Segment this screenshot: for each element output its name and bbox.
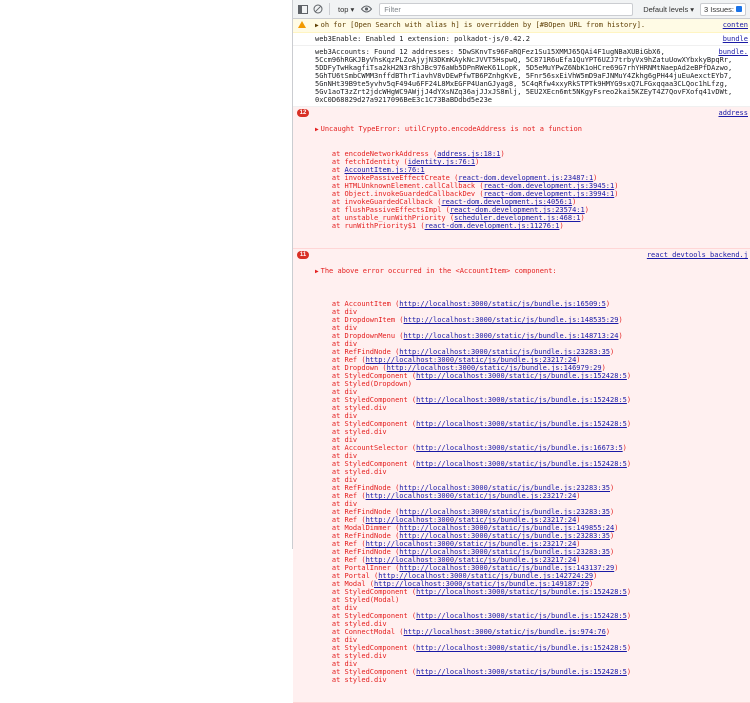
log-message <box>293 33 750 46</box>
stack-frame-function: at DropdownItem ( <box>315 316 404 324</box>
stack-frame-tail: ) <box>610 548 615 556</box>
stack-frame-function: at AccountItem ( <box>315 300 400 308</box>
stack-frame-function: at Modal ( <box>315 580 375 588</box>
stack-frame-function: at RefFindNode ( <box>315 484 400 492</box>
stack-frame-link[interactable]: http://localhost:3000/static/js/bundle.js:16509:5 <box>399 300 606 308</box>
stack-frame <box>315 524 750 532</box>
stack-frame <box>315 460 750 468</box>
stack-frame <box>315 508 750 516</box>
stack-frame-function: at RefFindNode ( <box>315 348 400 356</box>
stack-frame-function: at styled.div <box>315 620 387 628</box>
log-line: 5DDFyTwHkagfiTsa2kH2N3r8hJBc976aWb5DPnRWeK61LopK, 5D5eMuYPwZ6NbK1oHCre69G7rhYHRNMtNaepAd2eBPfDAzwo, <box>315 64 733 72</box>
stack-frame-link[interactable]: http://localhost:3000/static/js/bundle.js:149187:29 <box>374 580 589 588</box>
chevron-down-icon: ▾ <box>690 4 694 14</box>
stack-frame-function: at div <box>315 308 358 316</box>
stack-frame-link[interactable]: http://localhost:3000/static/js/bundle.js:23283:35 <box>399 348 611 356</box>
stack-frame-tail: ) <box>605 628 611 636</box>
stack-frame-link[interactable]: http://localhost:3000/static/js/bundle.js:152428:5 <box>416 612 627 620</box>
error-count-badge: 12 <box>297 109 309 117</box>
toolbar-divider <box>329 3 330 15</box>
filter-placeholder: Filter <box>384 4 401 14</box>
stack-frame <box>315 516 750 524</box>
stack-frame-link[interactable]: http://localhost:3000/static/js/bundle.js:152428:5 <box>416 396 627 404</box>
stack-frame-function: at div <box>315 660 358 668</box>
stack-frame <box>315 388 750 396</box>
stack-frame-link[interactable]: http://localhost:3000/static/js/bundle.js:23217:24 <box>365 516 577 524</box>
stack-frame <box>315 158 750 166</box>
stack-frame-link[interactable]: http://localhost:3000/static/js/bundle.js:23283:35 <box>399 508 611 516</box>
stack-frame-tail: ) <box>500 150 505 158</box>
stack-frame-tail: ) <box>576 556 581 564</box>
stack-frame-function: at invokePassiveEffectCreate ( <box>315 174 459 182</box>
stack-frame <box>315 292 750 300</box>
stack-frame-function: at DropdownMenu ( <box>315 332 404 340</box>
stack-frame <box>315 412 750 420</box>
stack-frame <box>315 174 750 182</box>
stack-frame-function: at ModalDimmer ( <box>315 524 400 532</box>
stack-frame-function: at <box>315 166 345 174</box>
stack-frame-tail: ) <box>614 564 619 572</box>
stack-frame-function: at StyledComponent ( <box>315 644 417 652</box>
stack-frame <box>315 444 750 452</box>
stack-frame-function: at RefFindNode ( <box>315 532 400 540</box>
error-message <box>293 249 750 703</box>
stack-frame-link[interactable]: react-dom.development.js:11276:1 <box>424 222 560 230</box>
stack-frame-link[interactable]: http://localhost:3000/static/js/bundle.js:23283:35 <box>399 532 611 540</box>
stack-frame-function: at Dropdown ( <box>315 364 387 372</box>
stack-frame-tail: ) <box>614 182 619 190</box>
stack-frame-tail: ) <box>559 222 564 230</box>
stack-frame-function: at styled.div <box>315 652 387 660</box>
stack-frame <box>315 356 750 364</box>
stack-frame-function: at RefFindNode ( <box>315 508 400 516</box>
log-line: 5GnNHt39B9te5yvhv5qF494u6FF24L8MxEGFP4UanGJyag8, 5C4qRfw4xxyRkSTPTk9HMYG9sxQ7LFGxqqaa3CLQoc1hLfzg, <box>315 80 729 88</box>
log-line: 5Gv1aoT3zZrt2jdcWHgWC9AWjjJ4dYXsNZq36ajJJxJS8mlj, 5EU2XEcn6mt5NKgyFsreo2kai5KZEyT4Z7QovFXofq41vDWt, <box>315 88 733 96</box>
stack-frame-link[interactable]: http://localhost:3000/static/js/bundle.js:152428:5 <box>416 588 627 596</box>
stack-frame-function: at encodeNetworkAddress ( <box>315 150 438 158</box>
accounts-source-link[interactable]: bundle. <box>718 48 748 56</box>
stack-frame-function: at div <box>315 324 358 332</box>
stack-frame-tail: ) <box>622 444 627 452</box>
stack-frame-function: at StyledComponent ( <box>315 612 417 620</box>
stack-frame <box>315 548 750 556</box>
issue-flag-icon <box>736 6 742 12</box>
stack-frame-tail: ) <box>593 174 598 182</box>
stack-frame-function: at StyledComponent ( <box>315 420 417 428</box>
expand-triangle-icon[interactable]: ▶ <box>315 126 319 133</box>
issues-label: 3 Issues: <box>703 4 734 14</box>
stack-frame <box>315 324 750 332</box>
log-line: 5Ccm96hRGKJByVhsKqzPLZoAjyjN3DKmKAykNcJVVT5HspwQ, 5C871R6uEfa1QuYPT6UZJ7trbyVx9hZatuUowXYbxkyBpqRr, <box>315 56 733 64</box>
stack-frame <box>315 620 750 628</box>
stack-frame-tail: ) <box>626 644 632 652</box>
stack-frame <box>315 588 750 596</box>
stack-frame-tail: ) <box>593 572 598 580</box>
stack-frame-tail: ) <box>610 484 615 492</box>
stack-frame-link[interactable]: http://localhost:3000/static/js/bundle.js:142724:29 <box>378 572 594 580</box>
stack-frame <box>315 332 750 340</box>
stack-frame-tail: ) <box>588 580 594 588</box>
log-line: 5GhTU6tSmbCWMM3nffdBThrTiavhV8vDEwPfwTB6PZnhgKvE, 5Fnr56sxEiVhW5mD9aFJNMuY4Zkhg6gPH44juEuAexctEYb7, <box>315 72 733 80</box>
stack-frame-link[interactable]: http://localhost:3000/static/js/bundle.js:152428:5 <box>416 420 627 428</box>
stack-frame-tail: ) <box>584 206 589 214</box>
log-line: 0xC0D68829d27a9217096BeE3c1C73BaBDdbd5e23e <box>315 96 493 104</box>
stack-frame <box>315 564 750 572</box>
stack-frame-function: at flushPassiveEffectsImpl ( <box>315 206 450 214</box>
stack-frame-tail: ) <box>601 364 606 372</box>
stack-frame <box>315 540 750 548</box>
stack-frame <box>315 150 750 158</box>
stack-frame-link[interactable]: http://localhost:3000/static/js/bundle.js:23217:24 <box>365 556 577 564</box>
stack-frame-function <box>315 292 319 300</box>
stack-frame <box>315 190 750 198</box>
stack-frame-tail: ) <box>626 372 632 380</box>
page-viewport <box>0 0 292 549</box>
accounts-log-text <box>315 48 750 104</box>
stack-frame-link[interactable]: http://localhost:3000/static/js/bundle.js:152428:5 <box>416 460 627 468</box>
stack-frame-link[interactable]: http://localhost:3000/static/js/bundle.js:149855:24 <box>399 524 615 532</box>
stack-frame <box>315 644 750 652</box>
stack-frame-function: at ConnectModal ( <box>315 628 404 636</box>
log-line: web3Accounts: Found 12 addresses: 5DwSKnvTs96FaRQFez1Su15XMMJ65QAi4F1ugNBaXUBiGbX6, <box>315 48 665 56</box>
stack-frame-function: at StyledComponent ( <box>315 668 417 676</box>
stack-frame-tail: ) <box>576 356 581 364</box>
stack-frame-function: at div <box>315 476 358 484</box>
stack-frame <box>315 308 750 316</box>
stack-frame <box>315 636 750 644</box>
stack-frame-function: at Ref ( <box>315 492 366 500</box>
stack-frame <box>315 468 750 476</box>
stack-frame-link[interactable]: http://localhost:3000/static/js/bundle.js:23283:35 <box>399 484 611 492</box>
error-stack-trace <box>315 150 750 230</box>
console-messages <box>293 19 750 684</box>
stack-frame <box>315 222 750 230</box>
stack-frame-tail: ) <box>626 588 632 596</box>
stack-frame-function: at div <box>315 412 358 420</box>
stack-frame-link[interactable]: http://localhost:3000/static/js/bundle.js:23217:24 <box>365 540 577 548</box>
warning-message <box>293 19 750 33</box>
stack-frame-link[interactable]: http://localhost:3000/static/js/bundle.js:146979:29 <box>386 364 602 372</box>
stack-frame-function: at Ref ( <box>315 540 366 548</box>
stack-frame-link[interactable]: http://localhost:3000/static/js/bundle.js:148535:29 <box>403 316 619 324</box>
context-select[interactable] <box>335 3 357 16</box>
stack-frame-link[interactable]: scheduler.development.js:468:1 <box>454 214 581 222</box>
stack-frame-function: at fetchIdentity ( <box>315 158 408 166</box>
stack-frame-function: at div <box>315 340 358 348</box>
stack-frame <box>315 676 750 684</box>
stack-frame-tail: ) <box>614 190 619 198</box>
stack-frame-link[interactable]: address.js:18:1 <box>437 150 501 158</box>
error-message <box>293 107 750 249</box>
stack-frame <box>315 596 750 604</box>
expand-triangle-icon[interactable]: ▶ <box>315 22 319 29</box>
stack-frame <box>315 604 750 612</box>
log-text: web3Enable: Enabled 1 extension: polkadot-js/0.42.2 <box>315 35 530 43</box>
stack-frame-function: at Object.invokeGuardedCallbackDev ( <box>315 190 484 198</box>
stack-frame-tail: ) <box>605 300 611 308</box>
stack-frame-link[interactable]: http://localhost:3000/static/js/bundle.js:152428:5 <box>416 372 627 380</box>
stack-frame-function: at div <box>315 388 358 396</box>
log-levels-select[interactable] <box>640 3 697 16</box>
stack-frame <box>315 404 750 412</box>
stack-frame-tail: ) <box>626 612 632 620</box>
stack-frame-tail: ) <box>576 516 581 524</box>
stack-frame <box>315 182 750 190</box>
stack-frame <box>315 628 750 636</box>
stack-frame-function: at Ref ( <box>315 556 366 564</box>
stack-frame-function: at div <box>315 636 358 644</box>
stack-frame <box>315 452 750 460</box>
stack-frame-tail: ) <box>475 158 480 166</box>
stack-frame-link[interactable]: react-dom.development.js:4056:1 <box>441 198 573 206</box>
warning-source-link[interactable]: conten <box>719 21 748 29</box>
stack-frame-function: at RefFindNode ( <box>315 548 400 556</box>
stack-frame <box>315 372 750 380</box>
stack-frame <box>315 364 750 372</box>
stack-frame-tail: ) <box>610 532 615 540</box>
stack-frame-function: at unstable_runWithPriority ( <box>315 214 455 222</box>
stack-frame-tail: ) <box>576 540 581 548</box>
accounts-log-message <box>293 46 750 107</box>
stack-frame-function: at runWithPriority$1 ( <box>315 222 425 230</box>
stack-frame-link[interactable]: http://localhost:3000/static/js/bundle.js:23217:24 <box>365 492 577 500</box>
error-title: Uncaught TypeError: utilCrypto.encodeAddress is not a function <box>320 125 582 133</box>
error-stack-trace <box>315 292 750 684</box>
stack-frame-function: at div <box>315 436 358 444</box>
stack-frame-link[interactable]: react-dom.development.js:23574:1 <box>449 206 585 214</box>
devtools-panel <box>292 0 750 684</box>
stack-frame-function: at styled.div <box>315 468 387 476</box>
stack-frame-function: at Portal ( <box>315 572 379 580</box>
stack-frame-function: at StyledComponent ( <box>315 588 417 596</box>
stack-frame <box>315 556 750 564</box>
stack-frame-tail: ) <box>626 668 632 676</box>
stack-frame <box>315 660 750 668</box>
stack-frame-function: at Ref ( <box>315 516 366 524</box>
stack-frame-tail: ) <box>572 198 577 206</box>
clear-console-icon[interactable] <box>312 3 324 15</box>
stack-frame-function: at styled.div <box>315 428 387 436</box>
stack-frame-tail: ) <box>610 508 615 516</box>
stack-frame <box>315 380 750 388</box>
stack-frame-function: at Styled(Modal) <box>315 596 400 604</box>
stack-frame <box>315 198 750 206</box>
stack-frame <box>315 652 750 660</box>
stack-frame-tail: ) <box>610 348 615 356</box>
stack-frame-tail: ) <box>614 524 619 532</box>
chevron-down-icon: ▾ <box>350 4 355 14</box>
stack-frame-link[interactable]: react-dom.development.js:23487:1 <box>458 174 594 182</box>
stack-frame-function: at Ref ( <box>315 356 366 364</box>
stack-frame-function: at PortalInner ( <box>315 564 400 572</box>
stack-frame-tail: ) <box>626 420 632 428</box>
stack-frame-link[interactable]: http://localhost:3000/static/js/bundle.js:143137:29 <box>399 564 615 572</box>
stack-frame <box>315 316 750 324</box>
stack-frame-function: at Styled(Dropdown) <box>315 380 412 388</box>
stack-frame <box>315 420 750 428</box>
stack-frame-tail: ) <box>618 316 623 324</box>
stack-frame-link[interactable]: react-dom.development.js:3994:1 <box>483 190 615 198</box>
stack-frame-link[interactable]: http://localhost:3000/static/js/bundle.js:148713:24 <box>403 332 619 340</box>
log-source-link[interactable]: bundle <box>722 35 748 43</box>
stack-frame-function: at div <box>315 604 358 612</box>
eye-icon[interactable] <box>360 3 372 15</box>
stack-frame-function: at styled.div <box>315 676 387 684</box>
stack-frame-function: at StyledComponent ( <box>315 372 417 380</box>
stack-frame-tail: ) <box>626 396 632 404</box>
stack-frame <box>315 612 750 620</box>
stack-frame <box>315 532 750 540</box>
stack-frame <box>315 348 750 356</box>
stack-frame-function: at invokeGuardedCallback ( <box>315 198 442 206</box>
stack-frame <box>315 396 750 404</box>
stack-frame <box>315 484 750 492</box>
stack-frame-function: at styled.div <box>315 404 387 412</box>
stack-frame <box>315 300 750 308</box>
issues-button[interactable] <box>700 3 746 16</box>
context-label: top <box>338 4 349 14</box>
stack-frame <box>315 436 750 444</box>
error-count-badge: 11 <box>297 251 309 259</box>
warning-icon <box>298 21 306 28</box>
stack-frame <box>315 428 750 436</box>
stack-frame-function: at AccountSelector ( <box>315 444 417 452</box>
stack-frame <box>315 580 750 588</box>
stack-frame-link[interactable]: http://localhost:3000/static/js/bundle.js:16673:5 <box>416 444 623 452</box>
stack-frame-link[interactable]: http://localhost:3000/static/js/bundle.js:152428:5 <box>416 668 627 676</box>
stack-frame-function: at StyledComponent ( <box>315 396 417 404</box>
stack-frame <box>315 340 750 348</box>
stack-frame-function: at HTMLUnknownElement.callCallback ( <box>315 182 484 190</box>
stack-frame <box>315 214 750 222</box>
stack-frame-function: at div <box>315 500 358 508</box>
stack-frame-tail: ) <box>626 460 632 468</box>
filter-input[interactable] <box>379 3 633 16</box>
console-toolbar <box>293 0 750 19</box>
sidebar-toggle-icon[interactable] <box>297 3 309 15</box>
stack-frame-tail: ) <box>618 332 623 340</box>
stack-frame-link[interactable]: http://localhost:3000/static/js/bundle.js:974:76 <box>403 628 606 636</box>
stack-frame <box>315 166 750 174</box>
stack-frame-link[interactable]: react-dom.development.js:3945:1 <box>483 182 615 190</box>
stack-frame-link[interactable]: http://localhost:3000/static/js/bundle.js:23283:35 <box>399 548 611 556</box>
error-title: The above error occurred in the <AccountItem> component: <box>320 267 557 275</box>
warning-text: oh for [Open Search with alias h] is overridden by [#BOpen URL from history]. <box>320 21 646 29</box>
stack-frame <box>315 500 750 508</box>
stack-frame-tail: ) <box>580 214 585 222</box>
stack-frame <box>315 476 750 484</box>
error-source-link[interactable]: address <box>714 109 748 117</box>
stack-frame-function: at div <box>315 452 358 460</box>
stack-frame-link[interactable]: identity.js:76:1 <box>407 158 476 166</box>
stack-frame-link[interactable]: AccountItem.js:76:1 <box>344 166 425 174</box>
log-levels-label: Default levels <box>643 4 689 14</box>
stack-frame <box>315 206 750 214</box>
stack-frame <box>315 492 750 500</box>
expand-triangle-icon[interactable]: ▶ <box>315 268 319 275</box>
stack-frame-link[interactable]: http://localhost:3000/static/js/bundle.js:152428:5 <box>416 644 627 652</box>
stack-frame-link[interactable]: http://localhost:3000/static/js/bundle.js:23217:24 <box>365 356 577 364</box>
stack-frame <box>315 668 750 676</box>
stack-frame <box>315 572 750 580</box>
stack-frame-tail: ) <box>576 492 581 500</box>
error-source-link[interactable]: react_devtools_backend.j <box>643 251 748 259</box>
stack-frame-function: at StyledComponent ( <box>315 460 417 468</box>
